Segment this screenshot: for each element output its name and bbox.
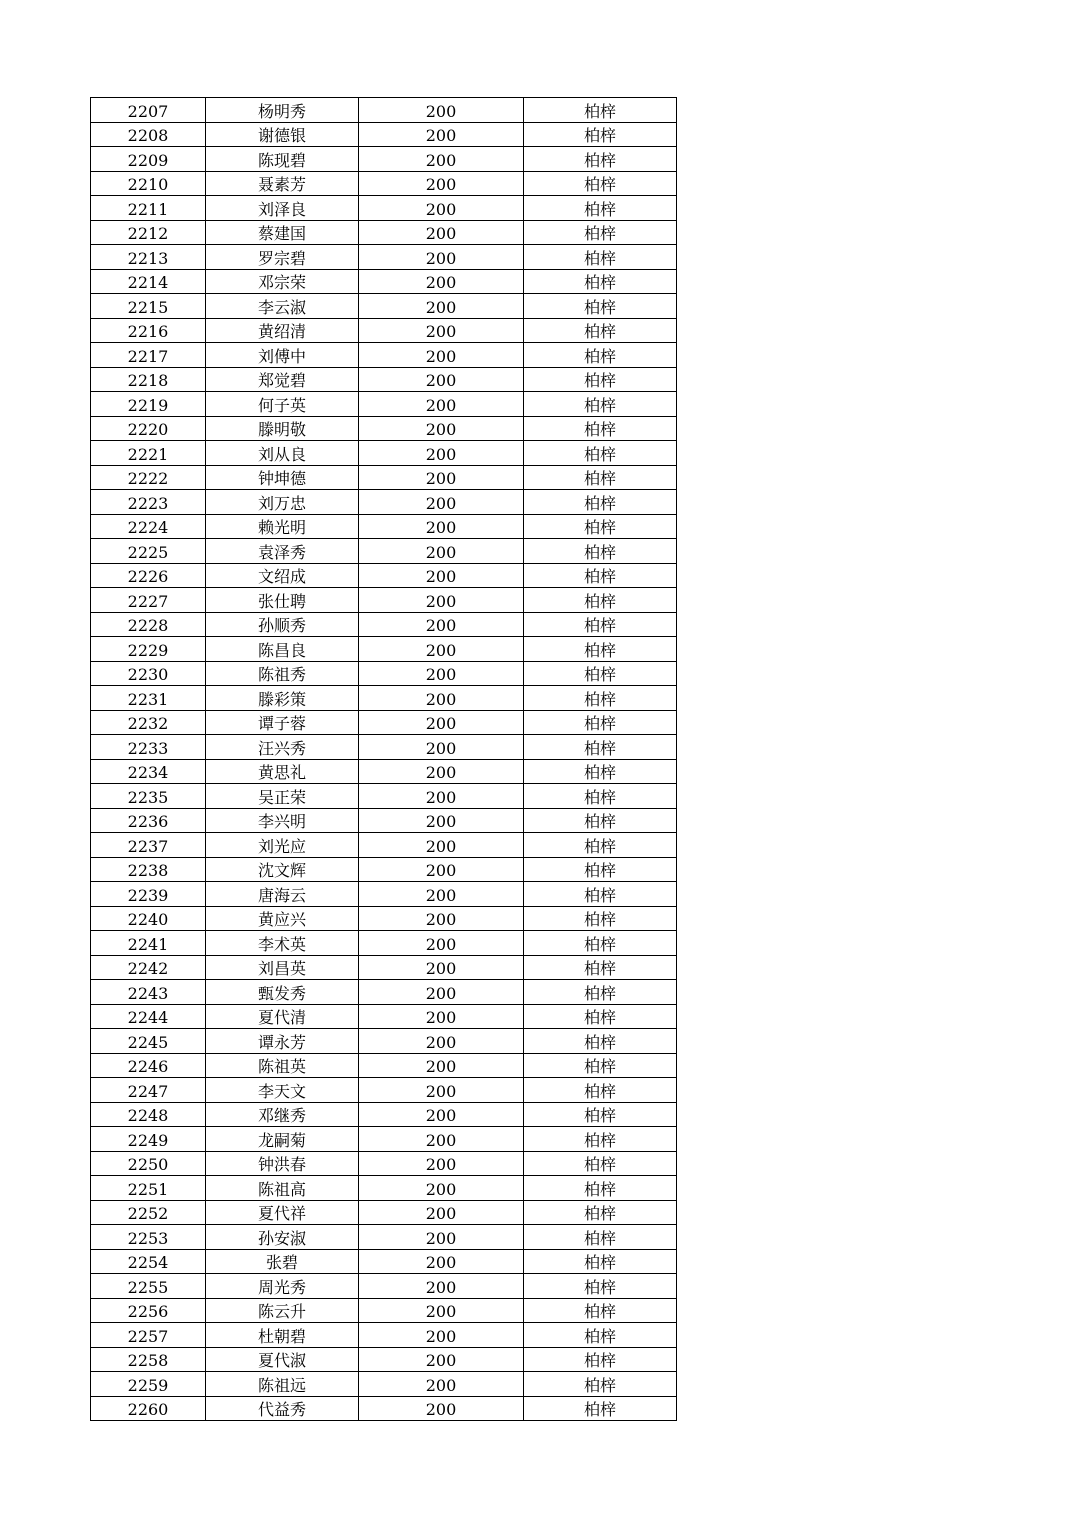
town-cell: 柏梓 [524, 1078, 677, 1103]
town-cell: 柏梓 [524, 539, 677, 564]
table-row [91, 392, 677, 417]
name-cell: 夏代祥 [206, 1200, 359, 1225]
town-cell: 柏梓 [524, 465, 677, 490]
name-cell: 陈祖英 [206, 1053, 359, 1078]
table-row [91, 1323, 677, 1348]
amount-cell: 200 [359, 1323, 524, 1348]
number-cell: 2260 [91, 1396, 206, 1421]
table-row [91, 1078, 677, 1103]
town-cell: 柏梓 [524, 1102, 677, 1127]
name-cell: 钟坤德 [206, 465, 359, 490]
town-cell: 柏梓 [524, 1053, 677, 1078]
name-cell: 杨明秀 [206, 98, 359, 123]
table-row [91, 1200, 677, 1225]
name-cell: 李兴明 [206, 808, 359, 833]
amount-cell: 200 [359, 269, 524, 294]
amount-cell: 200 [359, 1396, 524, 1421]
number-cell: 2247 [91, 1078, 206, 1103]
town-cell: 柏梓 [524, 955, 677, 980]
number-cell: 2227 [91, 588, 206, 613]
table-row [91, 490, 677, 515]
amount-cell: 200 [359, 686, 524, 711]
amount-cell: 200 [359, 441, 524, 466]
number-cell: 2258 [91, 1347, 206, 1372]
name-cell: 刘傅中 [206, 343, 359, 368]
amount-cell: 200 [359, 1274, 524, 1299]
name-cell: 刘昌英 [206, 955, 359, 980]
number-cell: 2231 [91, 686, 206, 711]
number-cell: 2221 [91, 441, 206, 466]
table-row [91, 1347, 677, 1372]
town-cell: 柏梓 [524, 1200, 677, 1225]
number-cell: 2238 [91, 857, 206, 882]
amount-cell: 200 [359, 735, 524, 760]
number-cell: 2244 [91, 1004, 206, 1029]
name-cell: 刘万忠 [206, 490, 359, 515]
table-row [91, 98, 677, 123]
amount-cell: 200 [359, 490, 524, 515]
amount-cell: 200 [359, 514, 524, 539]
name-cell: 滕彩策 [206, 686, 359, 711]
town-cell: 柏梓 [524, 784, 677, 809]
number-cell: 2209 [91, 147, 206, 172]
number-cell: 2237 [91, 833, 206, 858]
town-cell: 柏梓 [524, 416, 677, 441]
amount-cell: 200 [359, 710, 524, 735]
name-cell: 陈祖秀 [206, 661, 359, 686]
town-cell: 柏梓 [524, 269, 677, 294]
table-row [91, 833, 677, 858]
town-cell: 柏梓 [524, 1298, 677, 1323]
table-row [91, 1102, 677, 1127]
amount-cell: 200 [359, 661, 524, 686]
amount-cell: 200 [359, 196, 524, 221]
name-cell: 李天文 [206, 1078, 359, 1103]
amount-cell: 200 [359, 563, 524, 588]
amount-cell: 200 [359, 1151, 524, 1176]
amount-cell: 200 [359, 784, 524, 809]
town-cell: 柏梓 [524, 1127, 677, 1152]
name-cell: 甄发秀 [206, 980, 359, 1005]
table-row [91, 661, 677, 686]
number-cell: 2239 [91, 882, 206, 907]
number-cell: 2223 [91, 490, 206, 515]
name-cell: 刘从良 [206, 441, 359, 466]
name-cell: 李术英 [206, 931, 359, 956]
number-cell: 2218 [91, 367, 206, 392]
amount-cell: 200 [359, 416, 524, 441]
name-cell: 陈昌良 [206, 637, 359, 662]
name-cell: 张碧 [206, 1249, 359, 1274]
name-cell: 孙安淑 [206, 1225, 359, 1250]
table-row [91, 318, 677, 343]
table-row [91, 122, 677, 147]
amount-cell: 200 [359, 833, 524, 858]
table-row [91, 1127, 677, 1152]
town-cell: 柏梓 [524, 294, 677, 319]
table-row [91, 1249, 677, 1274]
amount-cell: 200 [359, 1372, 524, 1397]
name-cell: 李云淑 [206, 294, 359, 319]
table-row [91, 367, 677, 392]
number-cell: 2214 [91, 269, 206, 294]
amount-cell: 200 [359, 1029, 524, 1054]
table-row [91, 245, 677, 270]
amount-cell: 200 [359, 588, 524, 613]
name-cell: 黄绍清 [206, 318, 359, 343]
table-row [91, 955, 677, 980]
table-row [91, 857, 677, 882]
table-row [91, 343, 677, 368]
amount-cell: 200 [359, 1004, 524, 1029]
town-cell: 柏梓 [524, 1225, 677, 1250]
town-cell: 柏梓 [524, 514, 677, 539]
town-cell: 柏梓 [524, 196, 677, 221]
name-cell: 夏代淑 [206, 1347, 359, 1372]
table-row [91, 1396, 677, 1421]
name-cell: 龙嗣菊 [206, 1127, 359, 1152]
town-cell: 柏梓 [524, 857, 677, 882]
amount-cell: 200 [359, 343, 524, 368]
name-cell: 杜朝碧 [206, 1323, 359, 1348]
table-row [91, 931, 677, 956]
town-cell: 柏梓 [524, 661, 677, 686]
town-cell: 柏梓 [524, 1396, 677, 1421]
town-cell: 柏梓 [524, 343, 677, 368]
table-row [91, 441, 677, 466]
name-cell: 周光秀 [206, 1274, 359, 1299]
town-cell: 柏梓 [524, 833, 677, 858]
town-cell: 柏梓 [524, 637, 677, 662]
amount-cell: 200 [359, 122, 524, 147]
name-cell: 张仕聘 [206, 588, 359, 613]
name-cell: 刘光应 [206, 833, 359, 858]
number-cell: 2216 [91, 318, 206, 343]
name-cell: 邓继秀 [206, 1102, 359, 1127]
number-cell: 2257 [91, 1323, 206, 1348]
number-cell: 2215 [91, 294, 206, 319]
table-row [91, 980, 677, 1005]
name-cell: 陈祖高 [206, 1176, 359, 1201]
table-row [91, 1372, 677, 1397]
table-row [91, 1004, 677, 1029]
name-cell: 代益秀 [206, 1396, 359, 1421]
number-cell: 2245 [91, 1029, 206, 1054]
number-cell: 2256 [91, 1298, 206, 1323]
name-cell: 郑觉碧 [206, 367, 359, 392]
number-cell: 2220 [91, 416, 206, 441]
town-cell: 柏梓 [524, 1274, 677, 1299]
table-row [91, 808, 677, 833]
table-row [91, 612, 677, 637]
amount-cell: 200 [359, 98, 524, 123]
amount-cell: 200 [359, 857, 524, 882]
town-cell: 柏梓 [524, 808, 677, 833]
number-cell: 2243 [91, 980, 206, 1005]
table-row [91, 563, 677, 588]
number-cell: 2207 [91, 98, 206, 123]
amount-cell: 200 [359, 294, 524, 319]
name-cell: 谭永芳 [206, 1029, 359, 1054]
table-row [91, 1298, 677, 1323]
amount-cell: 200 [359, 465, 524, 490]
table-row [91, 735, 677, 760]
amount-cell: 200 [359, 980, 524, 1005]
number-cell: 2250 [91, 1151, 206, 1176]
number-cell: 2226 [91, 563, 206, 588]
table-row [91, 686, 677, 711]
name-cell: 钟洪春 [206, 1151, 359, 1176]
amount-cell: 200 [359, 318, 524, 343]
amount-cell: 200 [359, 906, 524, 931]
town-cell: 柏梓 [524, 1151, 677, 1176]
amount-cell: 200 [359, 759, 524, 784]
number-cell: 2225 [91, 539, 206, 564]
number-cell: 2254 [91, 1249, 206, 1274]
number-cell: 2234 [91, 759, 206, 784]
table-row [91, 1225, 677, 1250]
name-cell: 谭子蓉 [206, 710, 359, 735]
amount-cell: 200 [359, 147, 524, 172]
table-row [91, 588, 677, 613]
name-cell: 唐海云 [206, 882, 359, 907]
town-cell: 柏梓 [524, 245, 677, 270]
table-row [91, 1151, 677, 1176]
amount-cell: 200 [359, 245, 524, 270]
table-row [91, 710, 677, 735]
amount-cell: 200 [359, 808, 524, 833]
amount-cell: 200 [359, 220, 524, 245]
number-cell: 2222 [91, 465, 206, 490]
number-cell: 2233 [91, 735, 206, 760]
name-cell: 赖光明 [206, 514, 359, 539]
number-cell: 2248 [91, 1102, 206, 1127]
town-cell: 柏梓 [524, 171, 677, 196]
table-row [91, 514, 677, 539]
town-cell: 柏梓 [524, 1347, 677, 1372]
number-cell: 2224 [91, 514, 206, 539]
table-row [91, 269, 677, 294]
name-cell: 袁泽秀 [206, 539, 359, 564]
table-row [91, 1053, 677, 1078]
town-cell: 柏梓 [524, 367, 677, 392]
town-cell: 柏梓 [524, 931, 677, 956]
table-row [91, 465, 677, 490]
amount-cell: 200 [359, 539, 524, 564]
number-cell: 2246 [91, 1053, 206, 1078]
name-cell: 何子英 [206, 392, 359, 417]
name-cell: 陈云升 [206, 1298, 359, 1323]
amount-cell: 200 [359, 392, 524, 417]
number-cell: 2240 [91, 906, 206, 931]
town-cell: 柏梓 [524, 490, 677, 515]
name-cell: 黄思礼 [206, 759, 359, 784]
amount-cell: 200 [359, 882, 524, 907]
amount-cell: 200 [359, 367, 524, 392]
name-cell: 蔡建国 [206, 220, 359, 245]
table-row [91, 882, 677, 907]
table-row [91, 784, 677, 809]
amount-cell: 200 [359, 1176, 524, 1201]
amount-cell: 200 [359, 1102, 524, 1127]
table-row [91, 147, 677, 172]
amount-cell: 200 [359, 955, 524, 980]
town-cell: 柏梓 [524, 735, 677, 760]
number-cell: 2251 [91, 1176, 206, 1201]
number-cell: 2210 [91, 171, 206, 196]
table-row [91, 171, 677, 196]
table-row [91, 759, 677, 784]
amount-cell: 200 [359, 1053, 524, 1078]
number-cell: 2253 [91, 1225, 206, 1250]
number-cell: 2212 [91, 220, 206, 245]
number-cell: 2242 [91, 955, 206, 980]
town-cell: 柏梓 [524, 1372, 677, 1397]
number-cell: 2230 [91, 661, 206, 686]
town-cell: 柏梓 [524, 759, 677, 784]
town-cell: 柏梓 [524, 122, 677, 147]
name-cell: 罗宗碧 [206, 245, 359, 270]
table-body [91, 98, 677, 1421]
table-row [91, 416, 677, 441]
name-cell: 滕明敬 [206, 416, 359, 441]
amount-cell: 200 [359, 1127, 524, 1152]
number-cell: 2219 [91, 392, 206, 417]
name-cell: 聂素芳 [206, 171, 359, 196]
number-cell: 2241 [91, 931, 206, 956]
town-cell: 柏梓 [524, 563, 677, 588]
town-cell: 柏梓 [524, 220, 677, 245]
number-cell: 2232 [91, 710, 206, 735]
table-row [91, 1029, 677, 1054]
amount-cell: 200 [359, 1298, 524, 1323]
table-row [91, 637, 677, 662]
table-row [91, 196, 677, 221]
name-cell: 文绍成 [206, 563, 359, 588]
town-cell: 柏梓 [524, 1176, 677, 1201]
name-cell: 陈现碧 [206, 147, 359, 172]
town-cell: 柏梓 [524, 1249, 677, 1274]
town-cell: 柏梓 [524, 686, 677, 711]
amount-cell: 200 [359, 637, 524, 662]
table-row [91, 1176, 677, 1201]
town-cell: 柏梓 [524, 441, 677, 466]
name-cell: 陈祖远 [206, 1372, 359, 1397]
town-cell: 柏梓 [524, 1323, 677, 1348]
number-cell: 2235 [91, 784, 206, 809]
amount-cell: 200 [359, 612, 524, 637]
amount-cell: 200 [359, 1078, 524, 1103]
town-cell: 柏梓 [524, 1004, 677, 1029]
town-cell: 柏梓 [524, 882, 677, 907]
amount-cell: 200 [359, 171, 524, 196]
town-cell: 柏梓 [524, 710, 677, 735]
data-table [90, 97, 677, 1421]
town-cell: 柏梓 [524, 147, 677, 172]
number-cell: 2211 [91, 196, 206, 221]
amount-cell: 200 [359, 1225, 524, 1250]
table-row [91, 539, 677, 564]
table-row [91, 906, 677, 931]
town-cell: 柏梓 [524, 588, 677, 613]
name-cell: 汪兴秀 [206, 735, 359, 760]
town-cell: 柏梓 [524, 612, 677, 637]
name-cell: 夏代清 [206, 1004, 359, 1029]
town-cell: 柏梓 [524, 1029, 677, 1054]
name-cell: 吴正荣 [206, 784, 359, 809]
name-cell: 刘泽良 [206, 196, 359, 221]
amount-cell: 200 [359, 1200, 524, 1225]
amount-cell: 200 [359, 1249, 524, 1274]
number-cell: 2217 [91, 343, 206, 368]
name-cell: 谢德银 [206, 122, 359, 147]
name-cell: 邓宗荣 [206, 269, 359, 294]
table-row [91, 294, 677, 319]
number-cell: 2228 [91, 612, 206, 637]
table-row [91, 1274, 677, 1299]
name-cell: 黄应兴 [206, 906, 359, 931]
town-cell: 柏梓 [524, 906, 677, 931]
number-cell: 2259 [91, 1372, 206, 1397]
town-cell: 柏梓 [524, 392, 677, 417]
name-cell: 沈文辉 [206, 857, 359, 882]
number-cell: 2252 [91, 1200, 206, 1225]
name-cell: 孙顺秀 [206, 612, 359, 637]
number-cell: 2229 [91, 637, 206, 662]
number-cell: 2213 [91, 245, 206, 270]
number-cell: 2255 [91, 1274, 206, 1299]
town-cell: 柏梓 [524, 98, 677, 123]
number-cell: 2236 [91, 808, 206, 833]
number-cell: 2208 [91, 122, 206, 147]
amount-cell: 200 [359, 931, 524, 956]
number-cell: 2249 [91, 1127, 206, 1152]
amount-cell: 200 [359, 1347, 524, 1372]
town-cell: 柏梓 [524, 318, 677, 343]
town-cell: 柏梓 [524, 980, 677, 1005]
table-row [91, 220, 677, 245]
